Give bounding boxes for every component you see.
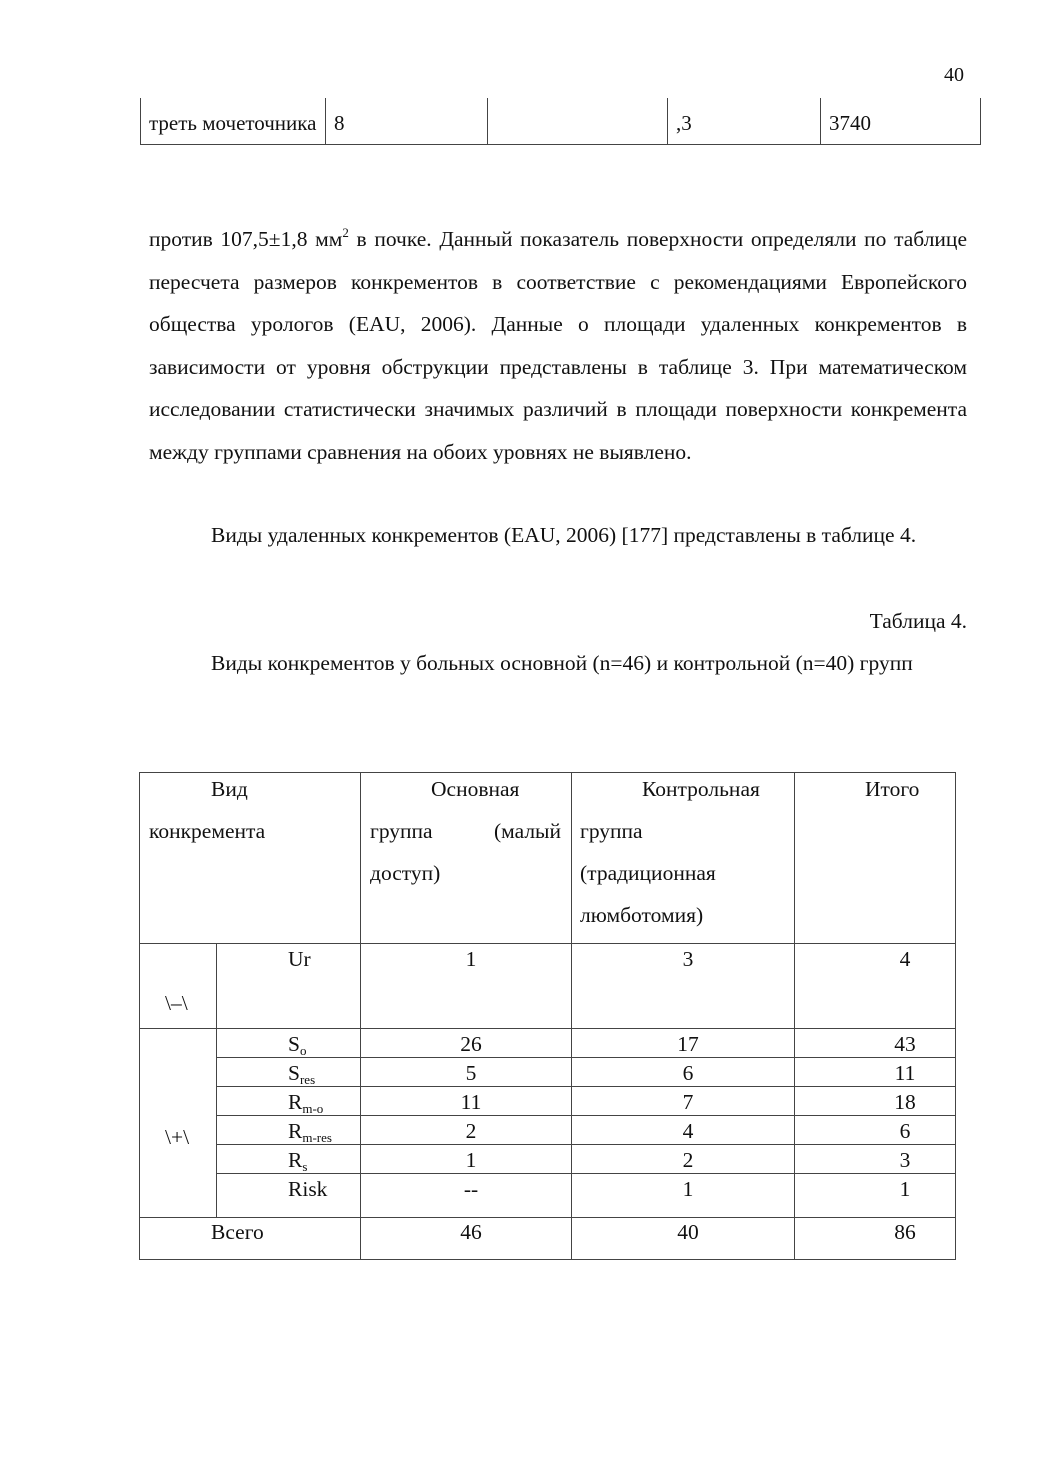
table-border [139,772,956,773]
stone-type-sub: o [299,1043,307,1058]
header-main-group: группа [370,819,433,843]
table-cell: ,3 [668,98,821,145]
stone-type-main: R [288,1119,303,1143]
total-value: 3 [899,1148,911,1172]
control-value: 7 [682,1090,694,1114]
paragraph-text: в почке. Данный показатель поверхности определяли по таблице пересчета размеров конкрементов в соответствие с рекомендациями Европейского общества урологов (EAU, 2006). Данные о площади удаленных конкрементов в зависимости от уровня обструкции представлены в таблице 3. При математическом исследовании статистически значимых различий в площади поверхности конкремента между группами сравнения на обоих уровнях не выявлено. [149,227,967,464]
paragraph-text: против 107,5±1,8 мм [149,227,343,251]
table-cell: треть мочеточника [141,98,326,145]
superscript: 2 [342,225,349,240]
total-value: 43 [894,1032,916,1056]
table-border [571,772,572,1260]
total-value: 11 [894,1061,916,1085]
group-minus-label: \–\ [165,991,188,1015]
body-paragraph [149,218,967,474]
page-number: 40 [944,64,964,86]
main-value: 46 [460,1220,482,1244]
control-value: 40 [677,1220,699,1244]
table-row [141,98,981,145]
table-cell [488,98,668,145]
table-border [360,772,361,1260]
header-main-group: Основная [431,777,520,801]
control-value: 4 [682,1119,694,1143]
total-value: 86 [894,1220,916,1244]
table-cell: 3740 [821,98,981,145]
main-value: 1 [465,1148,477,1172]
header-kind: Вид [211,777,248,801]
stone-type-main: Risk [288,1177,328,1201]
table-border [216,943,217,1217]
header-kind: конкремента [149,819,266,843]
body-paragraph: Виды удаленных конкрементов (EAU, 2006) [177] представлены в таблице 4. [211,523,917,547]
main-value: 1 [465,947,477,971]
table-border [139,1259,956,1260]
table-caption: Виды конкрементов у больных основной (n=46) и контрольной (n=40) групп [211,651,913,675]
stone-type: Ur [288,947,311,971]
total-row-label: Всего [211,1220,264,1244]
stone-type-main: S [288,1032,300,1056]
stone-type-sub: m-res [302,1130,332,1145]
table-border [794,772,795,1260]
total-value: 18 [894,1090,916,1114]
control-value: 6 [682,1061,694,1085]
stone-type-main: S [288,1061,300,1085]
group-plus-label: \+\ [165,1125,190,1149]
main-value: 26 [460,1032,482,1056]
control-value: 2 [682,1148,694,1172]
total-value: 4 [899,947,911,971]
control-value: 1 [682,1177,694,1201]
main-value: 2 [465,1119,477,1143]
table-cell: 8 [326,98,488,145]
header-total: Итого [865,777,920,801]
main-value: 11 [460,1090,482,1114]
control-value: 3 [682,947,694,971]
stone-type-main: R [288,1090,303,1114]
stone-type [288,1168,327,1210]
header-main-group: доступ) [370,861,441,885]
header-control-group: (традиционная [580,861,716,885]
header-control-group: Контрольная [642,777,760,801]
stone-types-table [139,772,956,1260]
stone-type-sub: s [302,1159,308,1174]
header-control-group: люмботомия) [580,903,704,927]
table-border [139,772,140,1260]
table-label: Таблица 4. [869,609,967,633]
continued-table [140,98,981,145]
main-value: -- [463,1177,479,1201]
header-main-group: (малый [493,819,561,843]
total-value: 6 [899,1119,911,1143]
header-control-group: группа [580,819,643,843]
main-value: 5 [465,1061,477,1085]
stone-type-sub: m-o [302,1101,324,1116]
control-value: 17 [677,1032,699,1056]
stone-type-sub: res [299,1072,316,1087]
total-value: 1 [899,1177,911,1201]
stone-type-main: R [288,1148,303,1172]
